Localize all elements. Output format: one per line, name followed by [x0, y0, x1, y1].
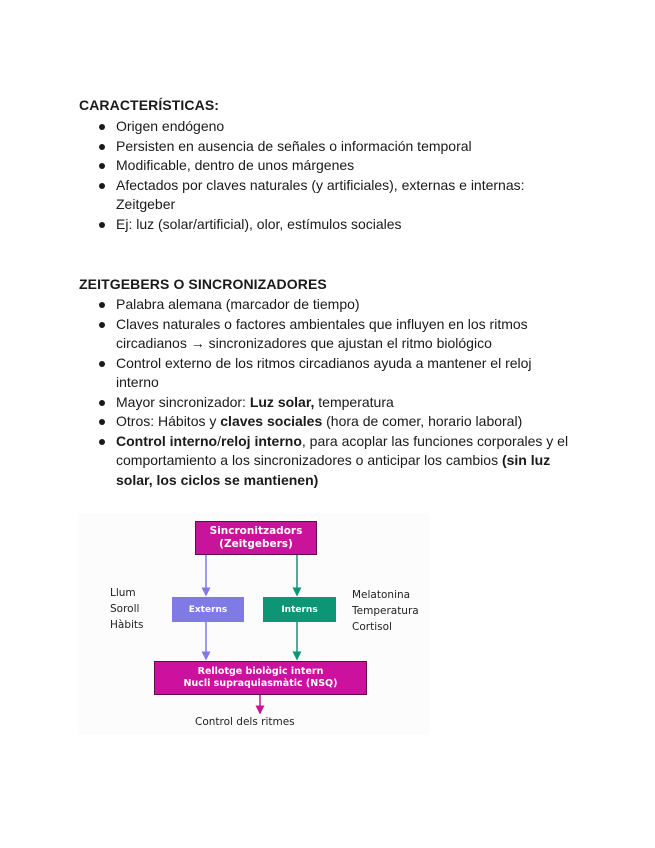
list-item: Cortisol	[352, 621, 392, 633]
list-item: Afectados por claves naturales (y artificiales), externas e internas: Zeitgeber	[96, 176, 576, 215]
zeitgebers-list	[96, 295, 576, 490]
list-item: Temperatura	[352, 605, 419, 617]
synchronizers-subtitle: (Zeitgebers)	[219, 538, 293, 550]
zeitgebers-diagram	[78, 513, 429, 735]
biological-clock-title: Rellotge biològic intern	[197, 666, 324, 677]
external-factors-list	[110, 585, 144, 633]
list-item: Origen endógeno	[96, 117, 576, 137]
list-item: Modificable, dentro de unos márgenes	[96, 156, 576, 176]
list-item-text: /	[217, 432, 221, 449]
list-item-bold: (sin luz solar, los ciclos se mantienen)	[116, 452, 551, 488]
externs-box	[172, 597, 244, 622]
list-item: Palabra alemana (marcador de tiempo)	[96, 295, 576, 315]
biological-clock-box	[154, 661, 367, 695]
list-item	[96, 412, 576, 432]
list-item	[96, 432, 576, 491]
internal-factors-list	[352, 587, 419, 635]
list-item-bold: claves sociales	[220, 413, 323, 429]
list-item: Llum	[110, 587, 136, 599]
list-item-text: , para acoplar las funciones corporales y el comportamiento a los sincronizadores o anticipar los cambios	[116, 432, 569, 468]
biological-clock-subtitle: Nucli supraquiasmàtic (NSQ)	[183, 678, 338, 689]
list-item: Soroll	[110, 603, 140, 615]
section-heading-caracteristicas: CARACTERÍSTICAS:	[79, 97, 220, 113]
list-item-text: Otros: Hábitos y	[116, 413, 221, 429]
list-item: Control externo de los ritmos circadianos ayuda a mantener el reloj interno	[96, 354, 576, 393]
list-item-bold: Control interno	[116, 432, 218, 449]
interns-box	[263, 597, 336, 622]
list-item: Melatonina	[352, 589, 411, 601]
list-item: Claves naturales o factores ambientales que influyen en los ritmos circadianos → sincronizadores que ajustan el ritmo biológico	[96, 315, 576, 354]
list-item-bold: Luz solar,	[249, 393, 315, 410]
section-heading-zeitgebers: ZEITGEBERS O SINCRONIZADORES	[79, 276, 327, 292]
list-item-text: Mayor sincronizador:	[116, 393, 250, 410]
control-rhythms-label: Control dels ritmes	[195, 716, 295, 728]
list-item: Ej: luz (solar/artificial), olor, estímulos sociales	[96, 215, 576, 235]
list-item	[96, 393, 576, 413]
list-item: Hàbits	[110, 619, 144, 631]
list-item-bold: reloj interno	[221, 432, 302, 449]
externs-label: Externs	[188, 604, 228, 615]
list-item-text: (hora de comer, horario laboral)	[322, 413, 523, 429]
synchronizers-title: Sincronitzadors	[209, 525, 303, 537]
list-item: Persisten en ausencia de señales o información temporal	[96, 137, 576, 157]
synchronizers-box	[195, 521, 317, 555]
list-item-text: temperatura	[314, 393, 394, 410]
interns-label: Interns	[281, 604, 318, 615]
caracteristicas-list	[96, 117, 576, 234]
